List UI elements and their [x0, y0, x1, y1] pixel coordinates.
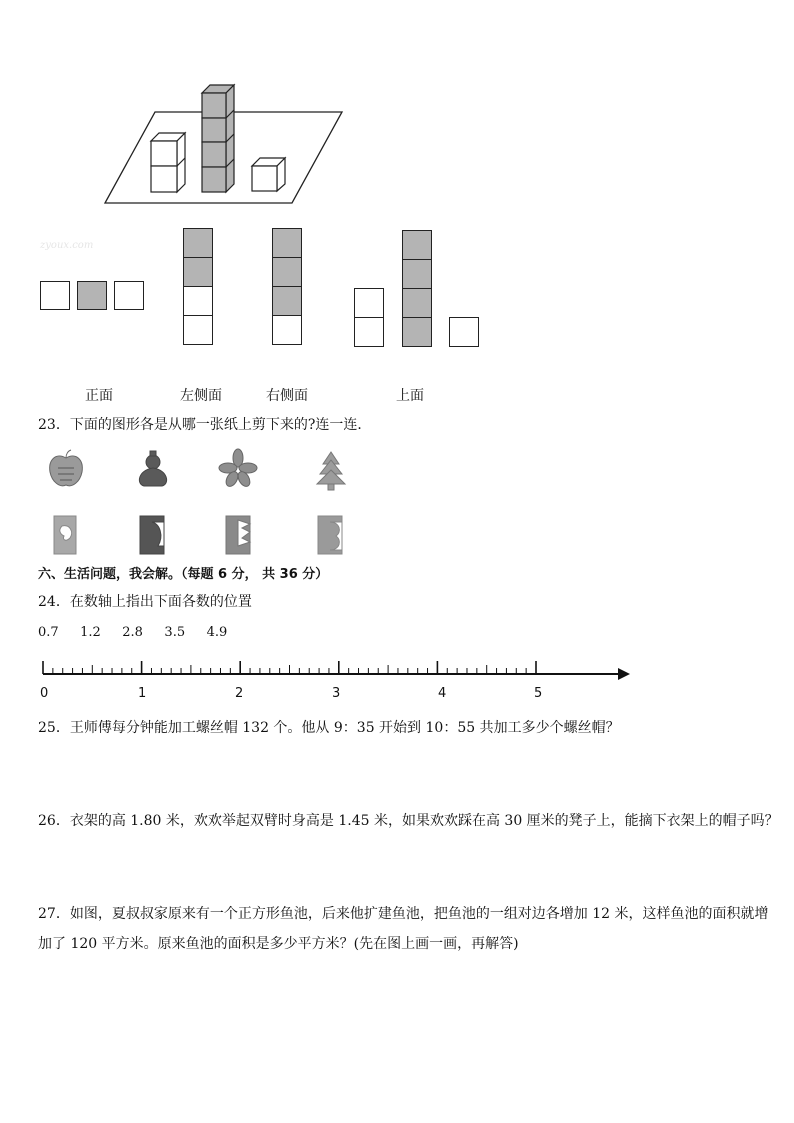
tick-label: 3: [332, 686, 341, 701]
tick-label: 5: [534, 686, 543, 701]
section-6-heading: 六、生活问题，我会解。（每题 6 分， 共 36 分）: [38, 567, 329, 582]
top-view-cell: [354, 317, 384, 347]
question-24: 24．在数轴上指出下面各数的位置: [38, 594, 252, 610]
paper-pieces: [0, 510, 794, 560]
paper-piece: [318, 516, 342, 554]
cutout-shapes: [0, 448, 794, 508]
question-25: 25．王师傅每分钟能加工螺丝帽 132 个。他从 9：35 开始到 10：55 共加工多少个螺丝帽？: [38, 720, 620, 736]
top-view-cell: [402, 288, 432, 318]
apple-shape: [50, 450, 83, 486]
top-view-cell: [354, 288, 384, 318]
question-27-line2: 加了 120 平方米。原来鱼池的面积是多少平方米？(先在图上画一画，再解答): [38, 936, 519, 952]
left-view-cell: [183, 257, 213, 287]
watermark: zyoux.com: [40, 240, 94, 251]
top-view-cell: [449, 317, 479, 347]
top-view-cell: [402, 317, 432, 347]
question-23: 23．下面的图形各是从哪一张纸上剪下来的?连一连．: [38, 417, 372, 433]
left-view-cell: [183, 228, 213, 258]
question-26: 26．衣架的高 1.80 米，欢欢举起双臂时身高是 1.45 米，如果欢欢踩在高 30 厘米的凳子上，能摘下衣架上的帽子吗？: [38, 813, 779, 829]
paper-piece: [54, 516, 76, 554]
right-view-cell: [272, 228, 302, 258]
number-item: 3.5: [164, 625, 186, 640]
number-item: 0.7: [38, 625, 59, 640]
top-view-cell: [402, 259, 432, 289]
left-view-cell: [183, 315, 213, 345]
label-right: 右侧面: [266, 388, 308, 404]
paper-piece: [226, 516, 250, 554]
right-view-cell: [272, 286, 302, 316]
top-view-cell: [402, 230, 432, 260]
paper-piece: [140, 516, 164, 554]
tick-label: 4: [438, 686, 447, 701]
right-view-cell: [272, 257, 302, 287]
tick-label: 1: [138, 686, 147, 701]
label-left: 左侧面: [180, 388, 222, 404]
number-line-arrow: [618, 668, 630, 680]
number-item: 4.9: [206, 625, 228, 640]
front-view-cell: [114, 281, 144, 310]
number-list: [38, 622, 244, 643]
number-item: 1.2: [80, 625, 101, 640]
number-item: 2.8: [122, 625, 143, 640]
label-front: 正面: [85, 388, 113, 404]
left-view-cell: [183, 286, 213, 316]
tree-shape: [317, 452, 345, 490]
flower-shape: [219, 449, 257, 488]
tick-label: 2: [235, 686, 244, 701]
right-view-cell: [272, 315, 302, 345]
number-line: [0, 660, 794, 690]
gourd-shape: [139, 451, 166, 486]
tick-label: 0: [40, 686, 49, 701]
front-view-cell: [40, 281, 70, 310]
cube-stack-figure: [0, 0, 794, 220]
question-27-line1: 27．如图，夏叔叔家原来有一个正方形鱼池，后来他扩建鱼池，把鱼池的一组对边各增加 12 米，这样鱼池的面积就增: [38, 906, 769, 922]
label-top: 上面: [396, 388, 424, 404]
front-view-cell: [77, 281, 107, 310]
